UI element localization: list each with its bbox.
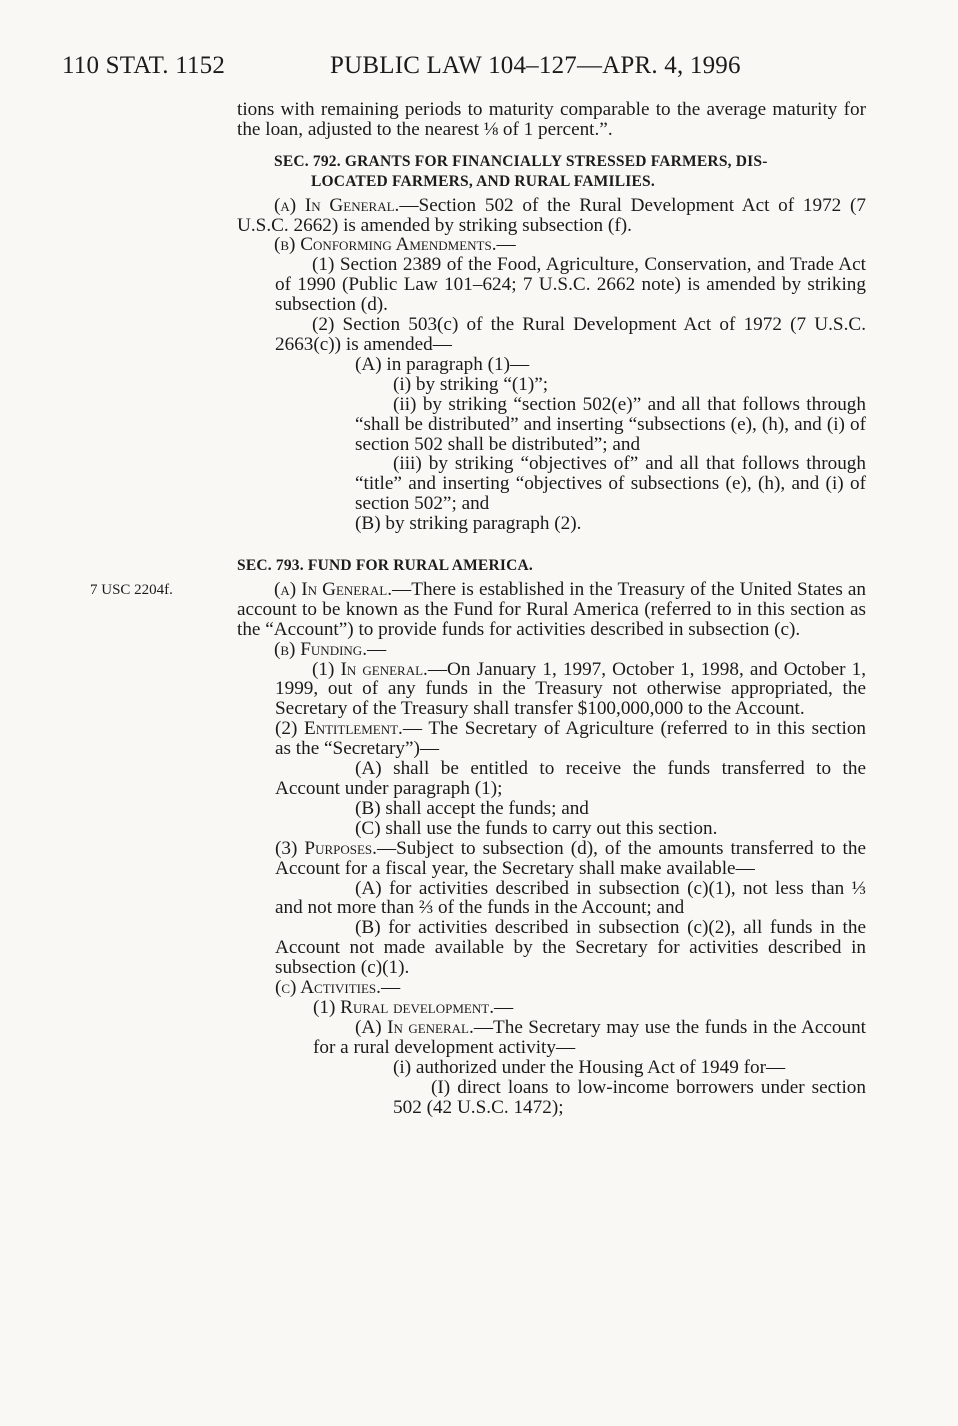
section-792-b-label: (b) Conforming Amendments. (274, 234, 497, 256)
section-792-title-line1: SEC. 792. GRANTS FOR FINANCIALLY STRESSED FARMERS, DIS- (274, 152, 768, 170)
section-792-b-2-B: (B) by striking paragraph (2). (355, 513, 582, 535)
section-793-c (237, 978, 866, 998)
section-792-heading (237, 152, 866, 192)
section-793-a-label: (a) In General. (274, 578, 393, 600)
section-793-b-2-A: (A) shall be entitled to receive the funds transferred to the Account under paragraph (1); (275, 758, 866, 799)
section-793-b-1-label: (1) In general. (312, 658, 428, 680)
section-793-c-1-A-text: —The Secretary may use the funds in the Account for a rural development activity— (313, 1016, 866, 1058)
stat-page-number: 110 STAT. 1152 (62, 52, 226, 79)
document-body (237, 100, 866, 1117)
margin-citation: 7 USC 2204f. (90, 582, 173, 598)
section-793-c-1-A-i: (i) authorized under the Housing Act of 1949 for— (393, 1056, 786, 1078)
section-793-b-2-label: (2) Entitlement. (275, 718, 403, 740)
section-792-a-label: (a) In General. (274, 194, 400, 216)
section-793-b-2-C: (C) shall use the funds to carry out this section. (355, 817, 718, 839)
section-793-c-text: — (380, 977, 401, 999)
section-793-b-3-label: (3) Purposes. (275, 837, 377, 859)
section-793-b-3-A: (A) for activities described in subsection (c)(1), not less than ⅓ and not more than ⅔ of the funds in the Account; and (275, 877, 866, 919)
section-793-b-1 (237, 660, 866, 720)
public-law-citation: PUBLIC LAW 104–127—APR. 4, 1996 (330, 52, 741, 79)
section-792-b-text: — (496, 234, 516, 256)
section-793-c-1-text: — (494, 996, 514, 1018)
section-793-c-1 (237, 998, 866, 1018)
section-792-b-2: (2) Section 503(c) of the Rural Development Act of 1972 (7 U.S.C. 2663(c)) is amended— (275, 314, 866, 355)
section-793-b-text: — (367, 638, 387, 660)
section-792-b-2-A-iii: (iii) by striking “objectives of” and all that follows through “title” and inserting “objectives of subsections (e), (h), and (i) of section 502”; and (355, 453, 866, 515)
section-792-a (237, 196, 866, 236)
section-792-title-line2: LOCATED FARMERS, AND RURAL FAMILIES. (311, 172, 655, 190)
section-793-c-label: (c) Activities. (275, 977, 381, 999)
section-793-c-1-A-label: (A) In general. (355, 1016, 474, 1038)
section-793-heading: SEC. 793. FUND FOR RURAL AMERICA. (237, 557, 533, 575)
section-793-b-2 (237, 719, 866, 759)
section-793-b-3-B: (B) for activities described in subsection (c)(2), all funds in the Account not made available by the Secretary for activities described in subsection (c)(1). (275, 917, 866, 979)
section-793-c-1-label: (1) Rural development. (313, 996, 494, 1018)
section-793-b-3 (237, 839, 866, 879)
section-793-a-text: —There is established in the Treasury of the United States an account to be known as the Fund for Rural America (referred to in this section as the “Account”) to provide funds for activities described in subsection (c). (237, 578, 866, 640)
section-792-b-2-A-ii: (ii) by striking “section 502(e)” and all that follows through “shall be distributed” and inserting “subsections (e), (h), and (i) of section 502 shall be distributed”; and (355, 393, 866, 455)
section-793-b-3-text: —Subject to subsection (d), of the amounts transferred to the Account for a fiscal year, the Secretary shall make available— (275, 837, 866, 879)
section-793-c-1-A-i-I: (I) direct loans to low-income borrowers under section 502 (42 U.S.C. 1472); (393, 1076, 866, 1118)
section-792-b-2-A: (A) in paragraph (1)— (355, 353, 530, 375)
section-792-b-2-A-i: (i) by striking “(1)”; (393, 373, 549, 395)
section-793-c-1-A (237, 1018, 866, 1058)
section-792-b (237, 235, 866, 255)
section-793-b-1-text: —On January 1, 1997, October 1, 1998, and October 1, 1999, out of any funds in the Treasury not otherwise appropriated, the Secretary of the Treasury shall transfer $100,000,000 to the Account. (275, 658, 867, 720)
section-793-b-2-text: — The Secretary of Agriculture (referred to in this section as the “Secretary”)— (275, 718, 867, 760)
section-793-a (237, 580, 866, 640)
section-793-b-2-B: (B) shall accept the funds; and (355, 797, 589, 819)
paragraph-continuation: tions with remaining periods to maturity comparable to the average maturity for the loan, adjusted to the nearest ⅛ of 1 percent.”. (237, 99, 866, 140)
section-792-b-1: (1) Section 2389 of the Food, Agriculture, Conservation, and Trade Act of 1990 (Public Law 101–624; 7 U.S.C. 2662 note) is amended by striking subsection (d). (275, 254, 866, 316)
section-792-a-text: —Section 502 of the Rural Development Act of 1972 (7 U.S.C. 2662) is amended by striking subsection (f). (237, 194, 866, 236)
section-793-b-label: (b) Funding. (274, 638, 367, 660)
section-793-b (237, 640, 866, 660)
